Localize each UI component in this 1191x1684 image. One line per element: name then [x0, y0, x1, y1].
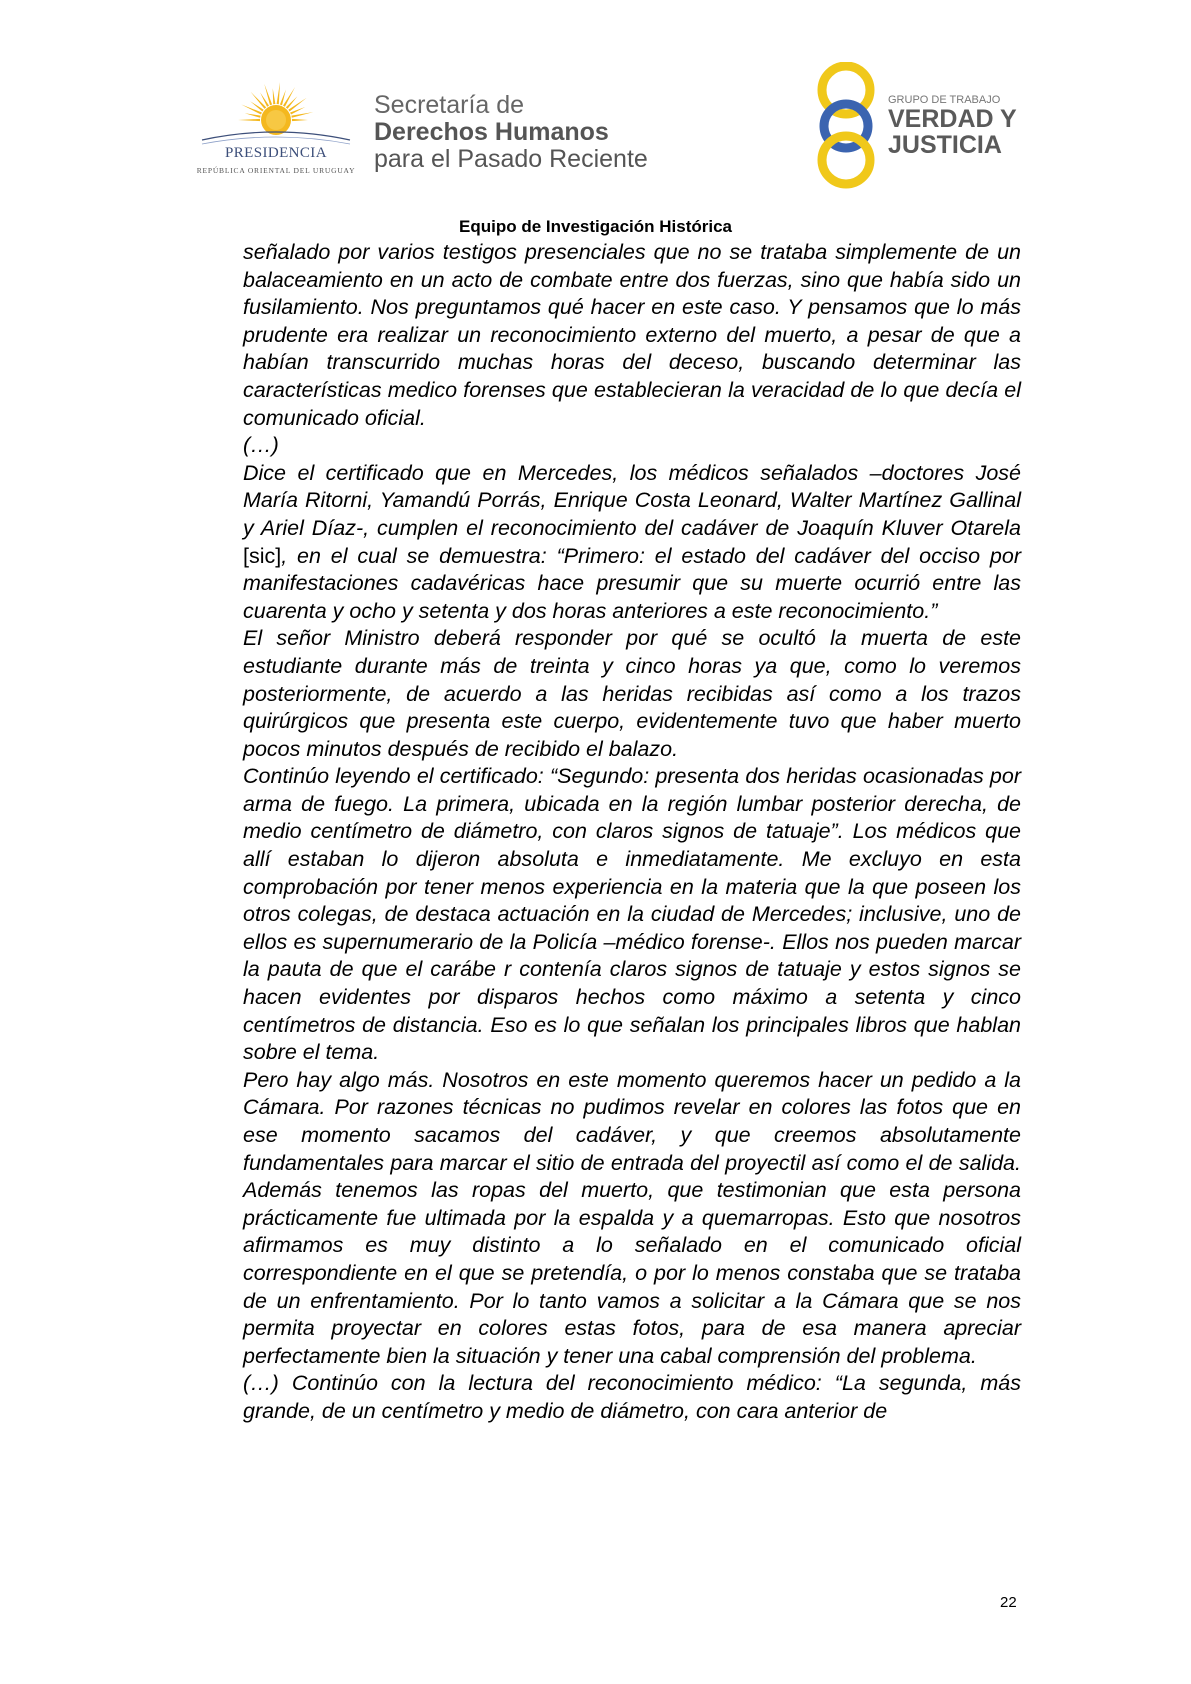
secretaria-line-3: para el Pasado Reciente: [374, 145, 648, 173]
paragraph-certificate: [243, 460, 1021, 626]
sun-ray: [245, 113, 261, 118]
sun-ray: [283, 87, 295, 107]
paragraph-request: Pero hay algo más. Nosotros en este momento queremos hacer un pedido a la Cámara. Por razones técnicas no pudimos revelar en colores las fotos que en ese momento sacamos del cadáver, y que creemos absolutamente fundamentales para marcar el sitio de entrada del proyectil así como el de salida. Además tenemos las ropas del muerto, que testimonian que esta persona prácticamente fue ultimada por la espalda y a quemarropas. Esto que nosotros afirmamos es muy distinto a lo señalado en el comunicado oficial correspondiente en el que se pretendía, o por lo menos constaba que se trataba de un enfrentamiento. Por lo tanto vamos a solicitar a la Cámara que se nos permita proyectar en colores estas fotos, para de esa manera apreciar perfectamente bien la situación y tener una cabal comprensión del problema.: [243, 1067, 1021, 1368]
grupo-title-line-2: JUSTICIA: [888, 131, 1002, 159]
sun-ray: [292, 119, 308, 121]
presidencia-logo: [196, 80, 356, 184]
page-number: 22: [1000, 1594, 1017, 1611]
sun-ray: [286, 96, 298, 109]
sun-ray: [273, 88, 276, 104]
team-heading: Equipo de Investigación Histórica: [459, 217, 732, 236]
sic-mark: [sic]: [243, 543, 282, 568]
paragraph-ellipsis: (…): [243, 433, 279, 458]
sun-ray: [241, 105, 262, 115]
sun-ray: [251, 92, 267, 109]
paragraph-certificate-part-2: , en el cual se demuestra: “Primero: el estado del cadáver del occiso por manifestaciones cadavéricas hace presumir que su muerte ocurrió entre las cuarenta y ocho y setenta y dos horas anteriores a este reconocimiento.”: [243, 543, 1021, 623]
paragraph-minister: El señor Ministro deberá responder por qué se ocultó la muerta de este estudiante durante más de treinta y cinco horas ya que, como lo veremos posteriormente, de acuerdo a las heridas recibidas así como a los trazos quirúrgicos que presenta este cuerpo, evidentemente tuvo que haber muerto pocos minutos después de recibido el balazo.: [243, 626, 1021, 761]
paragraph-continuation: (…) Continúo con la lectura del reconocimiento médico: “La segunda, más grande, de un centímetro y medio de diámetro, con cara anterior de: [243, 1371, 1021, 1423]
sun-icon: [196, 80, 356, 150]
presidencia-name: PRESIDENCIA: [225, 145, 327, 161]
presidencia-subtitle: REPÚBLICA ORIENTAL DEL URUGUAY: [196, 166, 356, 175]
sun-ray: [288, 98, 306, 112]
sun-ray: [277, 82, 280, 104]
body-text: [243, 239, 1021, 1426]
paragraph-second-wound: Continúo leyendo el certificado: “Segundo: presenta dos heridas ocasionadas por arma de fuego. La primera, ubicada en la región lumbar posterior derecha, de medio centímetro de diámetro, con claros signos de tatuaje”. Los médicos que allí estaban lo dijeron absoluta e inmediatamente. Me excluyo en esta comprobación por tener menos experiencia en la materia que la que poseen los otros colegas, de destaca actuación en la ciudad de Mercedes; inclusive, uno de ellos es supernumerario de la Policía –médico forense-. Ellos nos pueden marcar la pauta de que el carábe r contenía claros signos de tatuaje y estos signos se hacen evidentes por disparos hechos como máximo a setenta y cinco centímetros de distancia. Eso es lo que señalan los principales libros que hablan sobre el tema.: [243, 764, 1021, 1065]
verdad-justicia-logo: [812, 62, 1062, 190]
grupo-title-line-1: VERDAD Y: [888, 105, 1017, 133]
secretaria-line-2: Derechos Humanos: [374, 118, 609, 146]
secretaria-title: [374, 92, 648, 173]
sun-ray: [291, 112, 313, 118]
paragraph-certificate-part-1: Dice el certificado que en Mercedes, los médicos señalados –doctores José María Ritorni, Yamandú Porrás, Enrique Costa Leonard, Walter Martínez Gallinal y Ariel Díaz-, cumplen el reconocimiento del cadáver de Joaquín Kluver Otarela: [243, 460, 1021, 540]
linked-rings-icon: [812, 62, 892, 190]
grupo-label: GRUPO DE TRABAJO: [888, 94, 1001, 106]
secretaria-line-1: Secretaría de: [374, 91, 525, 119]
paragraph-1: señalado por varios testigos presenciales que no se trataba simplemente de un balaceamiento en un acto de combate entre dos fuerzas, sino que había sido un fusilamiento. Nos preguntamos qué hacer en este caso. Y pensamos que lo más prudente era realizar un reconocimiento externo del muerto, a pesar de que a habían transcurrido muchas horas del deceso, buscando determinar las características medico forenses que establecieran la veracidad de lo que decía el comunicado oficial.: [243, 240, 1021, 430]
sun-ray: [238, 119, 260, 121]
